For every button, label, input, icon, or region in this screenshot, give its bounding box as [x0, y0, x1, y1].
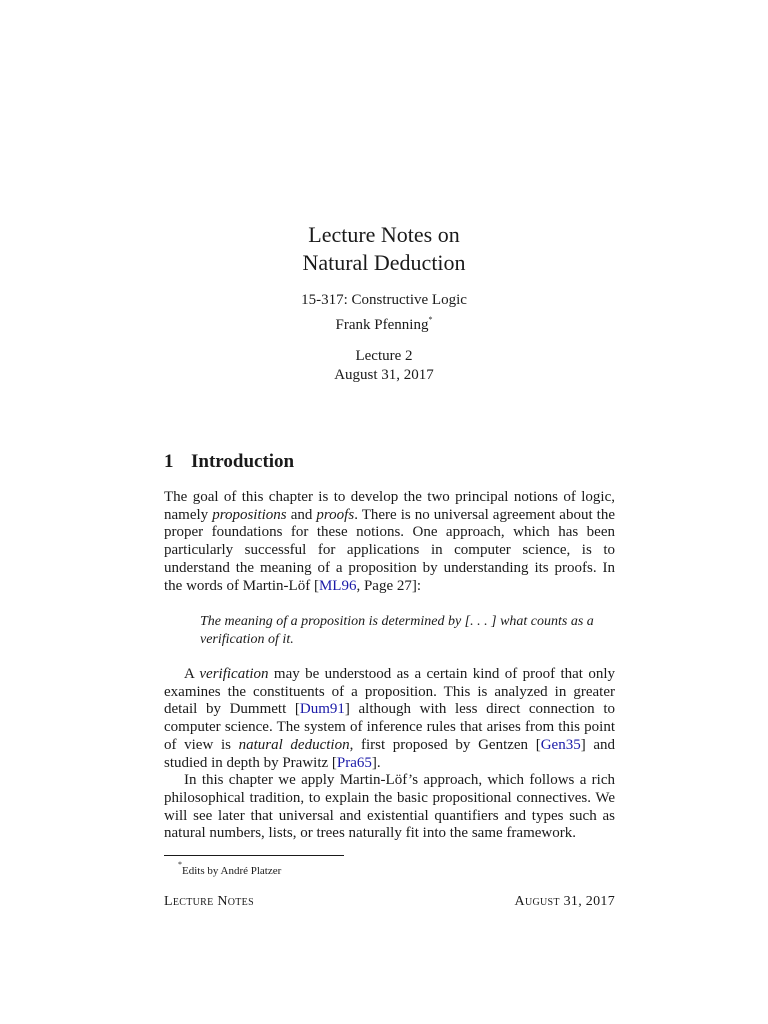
para2-text-1: A: [184, 666, 200, 682]
para1-text-2: and: [286, 506, 317, 523]
paragraph-3: In this chapter we apply Martin-Löf’s approach, which follows a rich philosophical tradition, to explain the basic propositional connectives. We will see later that universal and existential quantifiers and types such as natural numbers, lists, or trees naturally fit into the same framework.: [164, 772, 615, 842]
citation-link-gen35[interactable]: Gen35: [540, 736, 581, 753]
footer-left: Lecture Notes: [164, 894, 254, 909]
citation-link-pra65[interactable]: Pra65: [336, 754, 372, 771]
para1-text-4: , Page 27]:: [356, 577, 422, 594]
author-name: Frank Pfenning: [335, 317, 429, 333]
title-line-2: Natural Deduction: [302, 250, 466, 275]
para2-text-3: ] although with less direct connection to computer science. The system of inference rules that arises from this point of view is: [164, 701, 615, 753]
footnote-rule: [164, 855, 344, 856]
para1-emph-proofs: proofs: [316, 506, 355, 523]
footnote-mark: *: [178, 860, 182, 869]
author-line: [0, 310, 768, 335]
paragraph-2: [164, 666, 615, 843]
lecture-date: August 31, 2017: [334, 367, 434, 383]
paragraph-1: [164, 489, 615, 595]
para2-text-5: ] and studied in depth by Prawitz [: [164, 736, 616, 771]
section-title: Introduction: [191, 451, 295, 472]
para2-text-2: may be understood as a certain kind of proof that only examines the constituents of a proposition. This is analyzed in greater detail by Dummett [: [164, 666, 615, 718]
footnote-text: Edits by André Platzer: [182, 865, 282, 877]
para2-text-6: ].: [371, 754, 381, 771]
author-footnote-mark: *: [428, 315, 433, 324]
para2-emph-natural-deduction: natural deduction: [238, 736, 350, 753]
para1-text-3: . There is no universal agreement about the proper foundations for these notions. One approach, which has been particularly successful for applications in computer science, is to understand the meaning of a proposition by understanding its proofs. In the words of Martin-Löf [: [164, 506, 615, 594]
block-quote: The meaning of a proposition is determined by [. . . ] what counts as a verification of it.: [200, 614, 594, 647]
course-name: 15-317: Constructive Logic: [301, 292, 467, 308]
footer-right: August 31, 2017: [514, 894, 615, 909]
footnote: [178, 858, 281, 878]
title-line-1: Lecture Notes on: [308, 222, 460, 247]
title-block: [0, 221, 768, 385]
lecture-number: Lecture 2: [355, 348, 413, 364]
para2-text-4: , first proposed by Gentzen [: [349, 736, 541, 753]
section-heading: [164, 450, 294, 474]
para1-emph-propositions: propositions: [212, 506, 287, 523]
section-number: 1: [164, 451, 174, 472]
para2-emph-verification: verification: [199, 666, 269, 682]
para1-text-1: The goal of this chapter is to develop the two principal notions of logic, namely: [164, 489, 615, 523]
citation-link-ml96[interactable]: ML96: [318, 577, 357, 594]
citation-link-dum91[interactable]: Dum91: [299, 701, 345, 718]
